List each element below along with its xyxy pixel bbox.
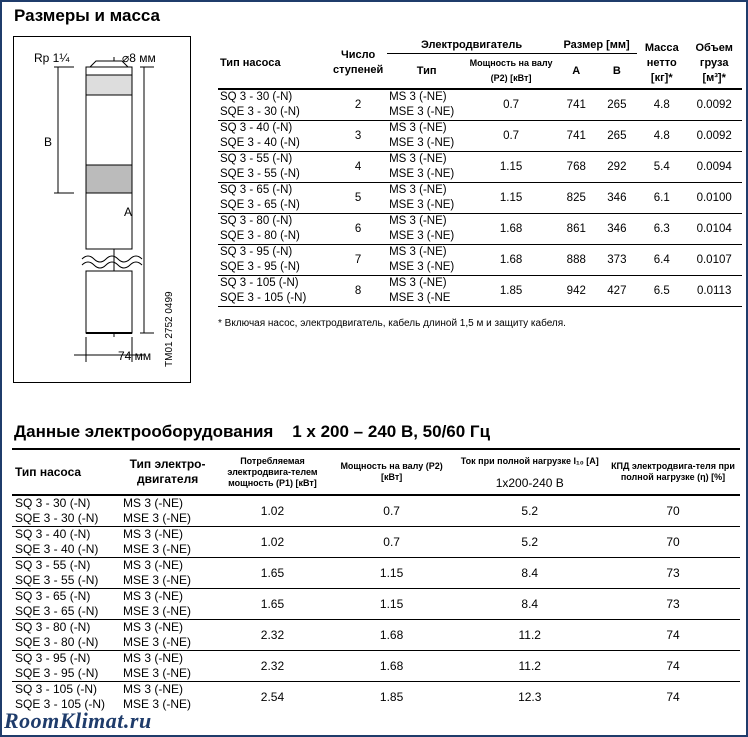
power: 1.68 — [466, 245, 556, 276]
pump-type: SQ 3 - 55 (-N) — [15, 558, 91, 572]
hdr-size: Размер [мм] — [556, 38, 637, 54]
label-rp: Rp 1¼ — [34, 51, 70, 65]
pump-type: SQ 3 - 55 (-N) — [220, 153, 293, 165]
table-row — [12, 527, 740, 558]
volume: 0.0107 — [686, 245, 742, 276]
volume: 0.0092 — [686, 121, 742, 152]
dim-a: 741 — [556, 121, 597, 152]
pump-type: SQ 3 - 30 (-N) — [15, 496, 91, 510]
hdr-p2: Мощность на валу (P2) [кВт] — [330, 449, 454, 495]
motor-type: MSE 3 (-NE) — [123, 542, 192, 556]
motor-type: MS 3 (-NE) — [123, 651, 184, 665]
p2: 1.68 — [330, 651, 454, 682]
motor-type: MS 3 (-NE) — [389, 246, 447, 258]
motor-type: MSE 3 (-NE) — [123, 604, 192, 618]
hdr-vol: Объем груза [м³]* — [686, 38, 742, 89]
mass: 4.8 — [653, 98, 670, 111]
motor-type: MSE 3 (-NE) — [389, 230, 455, 242]
pump-type: SQ 3 - 95 (-N) — [15, 651, 91, 665]
motor-type: MS 3 (-NE) — [389, 184, 447, 196]
pump-type: SQ 3 - 65 (-N) — [15, 589, 91, 603]
motor-type: MSE 3 (-NE) — [123, 635, 192, 649]
hdr-p1: Потребляемая электродвига-телем мощность (P1) [кВт] — [215, 449, 330, 495]
label-a: A — [124, 205, 133, 219]
stages: 8 — [329, 276, 387, 307]
motor-type: MS 3 (-NE) — [389, 153, 447, 165]
pump-type: SQE 3 - 55 (-N) — [15, 573, 99, 587]
motor-type: MS 3 (-NE) — [123, 496, 184, 510]
pump-type: SQ 3 - 105 (-N) — [15, 682, 98, 696]
watermark: RoomKlimat.ru — [4, 708, 152, 733]
stages: 7 — [329, 245, 387, 276]
dim-a: 741 — [566, 98, 586, 111]
pump-type: SQ 3 - 40 (-N) — [15, 527, 91, 541]
motor-type: MS 3 (-NE) — [389, 215, 447, 227]
table-row — [218, 245, 742, 276]
table-row — [12, 620, 740, 651]
pump-type: SQE 3 - 65 (-N) — [220, 199, 300, 211]
dim-b: 292 — [597, 152, 638, 183]
table-row — [218, 183, 742, 214]
stages: 5 — [329, 183, 387, 214]
dim-b: 265 — [607, 98, 627, 111]
mass: 5.4 — [637, 152, 686, 183]
motor-type: MS 3 (-NE) — [123, 527, 184, 541]
label-tm: TM01 2752 0499 — [164, 291, 175, 367]
motor-type: MSE 3 (-NE) — [123, 666, 192, 680]
current: 8.4 — [453, 589, 606, 620]
volume: 0.0092 — [696, 98, 732, 111]
table-row — [12, 558, 740, 589]
stages: 6 — [329, 214, 387, 245]
efficiency: 73 — [606, 558, 740, 589]
motor-type: MSE 3 (-NE) — [123, 511, 192, 525]
motor-type: MSE 3 (-NE) — [389, 168, 455, 180]
p2: 1.15 — [330, 589, 454, 620]
p1: 1.02 — [260, 503, 285, 518]
p1: 1.65 — [215, 589, 330, 620]
volume: 0.0094 — [686, 152, 742, 183]
dim-a: 861 — [556, 214, 597, 245]
motor-type: MS 3 (-NE) — [389, 122, 447, 134]
motor-type: MS 3 (-NE) — [123, 589, 184, 603]
pump-drawing — [13, 36, 191, 383]
power: 0.7 — [466, 121, 556, 152]
dim-b: 373 — [597, 245, 638, 276]
hdr-current: Ток при полной нагрузке I₁₀ [A] — [453, 449, 606, 472]
current: 12.3 — [453, 682, 606, 713]
hdr-type: Тип — [387, 54, 466, 90]
motor-type: MSE 3 (-NE) — [389, 137, 455, 149]
pump-type: SQ 3 - 30 (-N) — [220, 91, 293, 103]
stages: 4 — [329, 152, 387, 183]
dim-a: 825 — [556, 183, 597, 214]
label-74: 74 мм — [118, 349, 152, 363]
pump-type: SQE 3 - 80 (-N) — [220, 230, 300, 242]
dim-a: 942 — [556, 276, 597, 307]
pump-type: SQE 3 - 105 (-N) — [220, 292, 307, 304]
mass: 6.4 — [637, 245, 686, 276]
p2: 1.85 — [330, 682, 454, 713]
volume: 0.0100 — [686, 183, 742, 214]
dim-b: 265 — [597, 121, 638, 152]
dim-a: 768 — [556, 152, 597, 183]
current: 5.2 — [521, 503, 539, 518]
hdr-pump: Тип насоса — [12, 449, 120, 495]
footnote: * Включая насос, электродвигатель, кабель длиной 1,5 м и защиту кабеля. — [218, 318, 566, 329]
volume: 0.0113 — [686, 276, 742, 307]
motor-type: MS 3 (-NE) — [123, 682, 184, 696]
pump-type: SQE 3 - 30 (-N) — [15, 511, 99, 525]
motor-type: MSE 3 (-NE — [389, 292, 451, 304]
p2: 0.7 — [330, 527, 454, 558]
hdr-power: Мощность на валу (P2) [кВт] — [466, 54, 556, 90]
hdr-voltage: 1x200-240 В — [453, 472, 606, 495]
motor-type: MSE 3 (-NE) — [389, 199, 455, 211]
mass: 4.8 — [637, 121, 686, 152]
pump-type: SQE 3 - 95 (-N) — [220, 261, 300, 273]
section-title-electrical: Данные электрооборудования 1 х 200 – 240 В, 50/60 Гц — [14, 422, 491, 441]
motor-type: MS 3 (-NE) — [389, 277, 447, 289]
efficiency: 70 — [606, 527, 740, 558]
efficiency: 74 — [606, 620, 740, 651]
current: 11.2 — [453, 651, 606, 682]
table-row — [218, 214, 742, 245]
current: 5.2 — [453, 527, 606, 558]
pump-type: SQE 3 - 30 (-N) — [220, 106, 300, 118]
pump-type: SQE 3 - 105 (-N) — [15, 697, 106, 711]
pump-type: SQE 3 - 55 (-N) — [220, 168, 300, 180]
power: 0.7 — [503, 98, 520, 111]
mass: 6.5 — [637, 276, 686, 307]
motor-type: MSE 3 (-NE) — [389, 106, 455, 118]
efficiency: 70 — [666, 503, 680, 518]
dim-b: 346 — [597, 183, 638, 214]
pump-type: SQE 3 - 40 (-N) — [220, 137, 300, 149]
table-row — [218, 152, 742, 183]
mass: 6.1 — [637, 183, 686, 214]
p1: 2.54 — [215, 682, 330, 713]
hdr-eff: КПД электродвига-теля при полной нагрузке (η) [%] — [606, 449, 740, 495]
hdr-mass: Масса нетто [кг]* — [637, 38, 686, 89]
hdr-b: B — [597, 54, 638, 90]
current: 8.4 — [453, 558, 606, 589]
motor-type: MS 3 (-NE) — [123, 558, 184, 572]
stages: 3 — [329, 121, 387, 152]
pump-type: SQ 3 - 80 (-N) — [220, 215, 293, 227]
label-b: B — [44, 135, 53, 149]
efficiency: 74 — [606, 682, 740, 713]
table-row — [12, 651, 740, 682]
table-row — [12, 495, 740, 527]
pump-type: SQ 3 - 40 (-N) — [220, 122, 293, 134]
pump-type: SQ 3 - 95 (-N) — [220, 246, 293, 258]
dim-b: 346 — [597, 214, 638, 245]
hdr-pump: Тип насоса — [218, 38, 329, 89]
p1: 2.32 — [215, 620, 330, 651]
stages: 2 — [354, 98, 362, 111]
motor-type: MSE 3 (-NE) — [123, 573, 192, 587]
pump-type: SQE 3 - 40 (-N) — [15, 542, 99, 556]
pump-type: SQ 3 - 80 (-N) — [15, 620, 91, 634]
power: 1.15 — [466, 183, 556, 214]
p1: 2.32 — [215, 651, 330, 682]
p2: 1.15 — [330, 558, 454, 589]
hdr-stages: Число ступеней — [329, 38, 387, 89]
motor-type: MSE 3 (-NE) — [123, 697, 192, 711]
dim-b: 427 — [597, 276, 638, 307]
motor-type: MS 3 (-NE) — [123, 620, 184, 634]
p2: 1.68 — [330, 620, 454, 651]
table-row — [218, 89, 742, 121]
current: 11.2 — [453, 620, 606, 651]
dim-a: 888 — [556, 245, 597, 276]
motor-type: MS 3 (-NE) — [389, 91, 447, 103]
pump-type: SQE 3 - 95 (-N) — [15, 666, 99, 680]
p1: 1.02 — [215, 527, 330, 558]
efficiency: 73 — [606, 589, 740, 620]
label-d8: ⌀8 мм — [122, 51, 156, 65]
power: 1.68 — [466, 214, 556, 245]
table-row — [218, 276, 742, 307]
motor-type: MSE 3 (-NE) — [389, 261, 455, 273]
table-row — [12, 589, 740, 620]
hdr-a: A — [556, 54, 597, 90]
p1: 1.65 — [215, 558, 330, 589]
pump-type: SQE 3 - 80 (-N) — [15, 635, 99, 649]
efficiency: 74 — [606, 651, 740, 682]
pump-type: SQ 3 - 65 (-N) — [220, 184, 293, 196]
mass: 6.3 — [637, 214, 686, 245]
dimensions-table — [218, 38, 742, 307]
p2: 0.7 — [383, 503, 400, 518]
pump-type: SQ 3 - 105 (-N) — [220, 277, 299, 289]
volume: 0.0104 — [686, 214, 742, 245]
power: 1.15 — [466, 152, 556, 183]
power: 1.85 — [466, 276, 556, 307]
hdr-motor: Электродвигатель — [387, 38, 556, 54]
table-row — [218, 121, 742, 152]
section-title-dimensions: Размеры и масса — [14, 6, 161, 25]
hdr-motor: Тип электро-двигателя — [120, 449, 215, 495]
electrical-table — [12, 448, 740, 712]
pump-type: SQE 3 - 65 (-N) — [15, 604, 99, 618]
